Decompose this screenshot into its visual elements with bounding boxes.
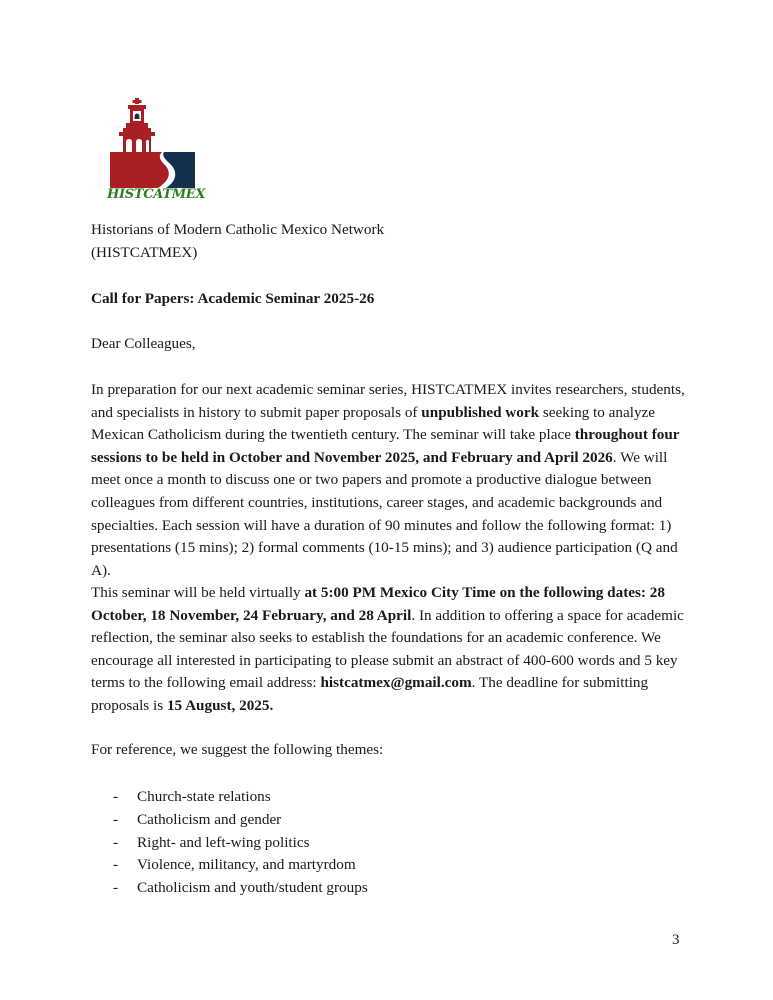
histcatmex-logo	[106, 96, 206, 206]
theme-label: Catholicism and gender	[137, 810, 282, 828]
list-item	[113, 809, 368, 832]
text-run: seeking to analyze Mexican Catholicism during the twentieth century. The seminar will take place	[91, 403, 656, 444]
themes-list	[113, 786, 368, 900]
bold-dates: at 5:00 PM Mexico City Time on the following dates: 28 October, 18 November, 24 February, and 28 April	[91, 584, 665, 624]
page-number: 3	[672, 932, 680, 948]
paragraph-intro	[91, 379, 697, 582]
logo-wordmark: HISTCATMEX	[107, 187, 206, 202]
list-item	[113, 786, 368, 809]
paragraph-schedule	[91, 582, 697, 718]
document-title: Call for Papers: Academic Seminar 2025-26	[91, 290, 375, 307]
dash-bullet-icon: -	[113, 810, 119, 828]
text-run: . In addition to offering a space for academic reflection, the seminar also seeks to establish the foundations for an academic conference. We encourage all interested in participating to please submit an abstract of 400-600 words and 5 key terms to the following email address:	[91, 606, 684, 692]
email-address[interactable]: histcatmex@gmail.com	[320, 674, 472, 692]
text-run: This seminar will be held virtually	[91, 584, 305, 601]
bold-deadline: 15 August, 2025.	[166, 696, 274, 714]
text-run: In preparation for our next academic seminar series, HISTCATMEX invites researchers, students, and specialists in history to submit paper proposals of	[91, 381, 685, 421]
theme-label: Church-state relations	[137, 788, 271, 805]
dash-bullet-icon: -	[113, 856, 119, 874]
text-run: . We will meet once a month to discuss one or two papers and promote a productive dialogue between colleagues from different countries, institutions, career stages, and academic backgrounds and specialties. Each session will have a duration of 90 minutes and follow the following format: 1) presentations (15 mins); 2) formal comments (10-15 mins); and 3) audience participation (Q and A).	[91, 448, 678, 579]
list-item	[113, 832, 368, 855]
text-run: . The deadline for submitting proposals is	[91, 674, 649, 714]
church-bell-tower-icon	[106, 96, 198, 188]
organization-name	[91, 219, 697, 264]
list-item	[113, 854, 368, 877]
bold-sessions: throughout four sessions to be held in October and November 2025, and February and April 2026	[91, 426, 680, 466]
dash-bullet-icon: -	[113, 879, 119, 897]
themes-intro: For reference, we suggest the following themes:	[91, 741, 384, 758]
bold-unpublished-work: unpublished work	[421, 403, 540, 421]
theme-label: Right- and left-wing politics	[137, 833, 310, 851]
dash-bullet-icon: -	[113, 788, 119, 805]
greeting: Dear Colleagues,	[91, 335, 196, 352]
theme-label: Catholicism and youth/student groups	[137, 879, 368, 897]
dash-bullet-icon: -	[113, 833, 119, 851]
list-item	[113, 877, 368, 900]
org-line-2: (HISTCATMEX)	[91, 243, 198, 261]
org-line-1: Historians of Modern Catholic Mexico Network	[91, 221, 385, 238]
theme-label: Violence, militancy, and martyrdom	[137, 856, 356, 874]
